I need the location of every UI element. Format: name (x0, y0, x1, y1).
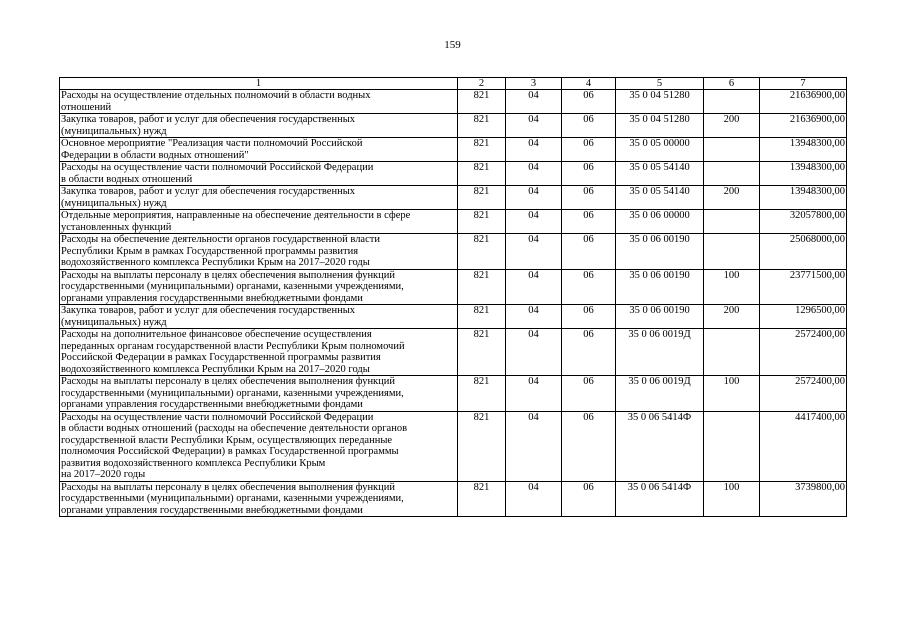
row-subsection-code: 06 (562, 234, 616, 270)
row-name-cell (60, 234, 458, 270)
row-ministry-code: 821 (458, 138, 506, 162)
row-section-code: 04 (506, 234, 562, 270)
row-subsection-code: 06 (562, 411, 616, 481)
table-row (60, 90, 847, 114)
header-col-7: 7 (760, 78, 847, 90)
table-row (60, 210, 847, 234)
row-target-code: 35 0 04 51280 (616, 90, 704, 114)
row-subsection-code: 06 (562, 481, 616, 517)
row-subsection-code: 06 (562, 329, 616, 376)
row-name-cell (60, 305, 458, 329)
header-col-2: 2 (458, 78, 506, 90)
row-ministry-code: 821 (458, 210, 506, 234)
row-target-code: 35 0 05 54140 (616, 162, 704, 186)
table-row (60, 186, 847, 210)
row-expense-type-code (704, 210, 760, 234)
table-row (60, 138, 847, 162)
row-name-text: Расходы на выплаты персоналу в целях обеспечения выполнения функций государственными (муниципальными) органами, казенными учреждениями, органами управления государственными внебюджетными фондами (61, 481, 404, 516)
row-section-code: 04 (506, 305, 562, 329)
row-expense-type-code: 100 (704, 269, 760, 305)
row-target-code: 35 0 06 00190 (616, 305, 704, 329)
row-expense-type-code (704, 411, 760, 481)
row-name-text: Расходы на выплаты персоналу в целях обеспечения выполнения функций государственными (муниципальными) органами, казенными учреждениями, органами управления государственными внебюджетными фондами (61, 269, 404, 304)
row-subsection-code: 06 (562, 269, 616, 305)
row-target-code: 35 0 06 00000 (616, 210, 704, 234)
row-section-code: 04 (506, 481, 562, 517)
row-section-code: 04 (506, 269, 562, 305)
table-row (60, 481, 847, 517)
row-name-cell (60, 411, 458, 481)
row-name-cell (60, 481, 458, 517)
row-target-code: 35 0 05 54140 (616, 186, 704, 210)
row-ministry-code: 821 (458, 376, 506, 412)
row-ministry-code: 821 (458, 90, 506, 114)
row-name-text: Расходы на обеспечение деятельности органов государственной власти Республики Крым в рамках Государственной программы развития водохозяйственного комплекса Республики Крым на 2017–2020 годы (61, 234, 380, 268)
table-row (60, 114, 847, 138)
row-target-code: 35 0 06 5414Ф (616, 481, 704, 517)
row-name-cell (60, 114, 458, 138)
header-row (60, 78, 847, 90)
header-col-4: 4 (562, 78, 616, 90)
table-header (60, 78, 847, 90)
row-target-code: 35 0 06 00190 (616, 234, 704, 270)
row-subsection-code: 06 (562, 162, 616, 186)
row-name-text: Закупка товаров, работ и услуг для обеспечения государственных (муниципальных) нужд (61, 186, 356, 209)
row-name-text: Расходы на осуществление части полномочий Российской Федерации в области водных отношений (расходы на обеспечение деятельности органов государственной власти Республики Крым, осуществляющих переданные полномочия Российской Федерации) в рамках Государственной программы развития водохозяйственного комплекса Республики Крым на 2017–2020 годы (61, 411, 408, 480)
row-name-text: Расходы на осуществление отдельных полномочий в области водных отношений (61, 90, 371, 113)
row-target-code: 35 0 06 5414Ф (616, 411, 704, 481)
row-subsection-code: 06 (562, 186, 616, 210)
row-expense-type-code (704, 329, 760, 376)
row-amount: 21636900,00 (760, 90, 847, 114)
row-amount: 13948300,00 (760, 162, 847, 186)
row-expense-type-code: 100 (704, 376, 760, 412)
row-amount: 13948300,00 (760, 138, 847, 162)
table-row (60, 162, 847, 186)
row-amount: 3739800,00 (760, 481, 847, 517)
row-name-cell (60, 210, 458, 234)
row-name-text: Расходы на осуществление части полномочий Российской Федерации в области водных отношений (61, 162, 374, 185)
row-section-code: 04 (506, 411, 562, 481)
row-section-code: 04 (506, 210, 562, 234)
row-section-code: 04 (506, 138, 562, 162)
row-name-text: Расходы на дополнительное финансовое обеспечение осуществления переданных органам государственной власти Республики Крым полномочий Российской Федерации в рамках Государственной программы развития водохозяйственного комплекса Республики Крым на 2017–2020 годы (61, 329, 405, 375)
row-amount: 2572400,00 (760, 376, 847, 412)
row-target-code: 35 0 06 0019Д (616, 329, 704, 376)
header-col-5: 5 (616, 78, 704, 90)
row-section-code: 04 (506, 162, 562, 186)
row-name-cell (60, 376, 458, 412)
row-target-code: 35 0 05 00000 (616, 138, 704, 162)
row-subsection-code: 06 (562, 90, 616, 114)
row-subsection-code: 06 (562, 114, 616, 138)
row-section-code: 04 (506, 329, 562, 376)
table-body (60, 90, 847, 517)
row-expense-type-code (704, 234, 760, 270)
row-section-code: 04 (506, 186, 562, 210)
row-expense-type-code (704, 138, 760, 162)
row-section-code: 04 (506, 90, 562, 114)
row-ministry-code: 821 (458, 329, 506, 376)
row-amount: 23771500,00 (760, 269, 847, 305)
table-row (60, 269, 847, 305)
row-name-cell (60, 329, 458, 376)
table-row (60, 376, 847, 412)
row-name-text: Закупка товаров, работ и услуг для обеспечения государственных (муниципальных) нужд (61, 305, 356, 328)
row-expense-type-code (704, 90, 760, 114)
header-col-1: 1 (60, 78, 458, 90)
row-target-code: 35 0 06 00190 (616, 269, 704, 305)
row-expense-type-code: 100 (704, 481, 760, 517)
row-ministry-code: 821 (458, 269, 506, 305)
row-ministry-code: 821 (458, 305, 506, 329)
table-row (60, 305, 847, 329)
row-name-cell (60, 90, 458, 114)
row-name-text: Расходы на выплаты персоналу в целях обеспечения выполнения функций государственными (муниципальными) органами, казенными учреждениями, органами управления государственными внебюджетными фондами (61, 376, 404, 410)
row-name-cell (60, 186, 458, 210)
table-row (60, 234, 847, 270)
row-subsection-code: 06 (562, 210, 616, 234)
row-amount: 1296500,00 (760, 305, 847, 329)
row-amount: 13948300,00 (760, 186, 847, 210)
row-amount: 2572400,00 (760, 329, 847, 376)
row-amount: 25068000,00 (760, 234, 847, 270)
row-expense-type-code (704, 162, 760, 186)
row-ministry-code: 821 (458, 234, 506, 270)
row-ministry-code: 821 (458, 481, 506, 517)
row-expense-type-code: 200 (704, 186, 760, 210)
row-name-cell (60, 162, 458, 186)
table-row (60, 329, 847, 376)
row-target-code: 35 0 06 0019Д (616, 376, 704, 412)
row-ministry-code: 821 (458, 162, 506, 186)
row-amount: 4417400,00 (760, 411, 847, 481)
row-subsection-code: 06 (562, 138, 616, 162)
row-name-text: Отдельные мероприятия, направленные на обеспечение деятельности в сфере установленных функций (61, 210, 411, 233)
row-name-text: Основное мероприятие "Реализация части полномочий Российской Федерации в области водных отношений" (61, 138, 363, 161)
page-number: 159 (444, 39, 461, 51)
budget-table (59, 77, 847, 517)
row-ministry-code: 821 (458, 186, 506, 210)
row-section-code: 04 (506, 114, 562, 138)
row-subsection-code: 06 (562, 376, 616, 412)
header-col-3: 3 (506, 78, 562, 90)
row-amount: 32057800,00 (760, 210, 847, 234)
row-target-code: 35 0 04 51280 (616, 114, 704, 138)
row-section-code: 04 (506, 376, 562, 412)
row-expense-type-code: 200 (704, 114, 760, 138)
row-name-cell (60, 138, 458, 162)
row-ministry-code: 821 (458, 411, 506, 481)
header-col-6: 6 (704, 78, 760, 90)
row-name-text: Закупка товаров, работ и услуг для обеспечения государственных (муниципальных) нужд (61, 114, 356, 137)
row-ministry-code: 821 (458, 114, 506, 138)
row-amount: 21636900,00 (760, 114, 847, 138)
row-subsection-code: 06 (562, 305, 616, 329)
table-row (60, 411, 847, 481)
row-name-cell (60, 269, 458, 305)
row-expense-type-code: 200 (704, 305, 760, 329)
